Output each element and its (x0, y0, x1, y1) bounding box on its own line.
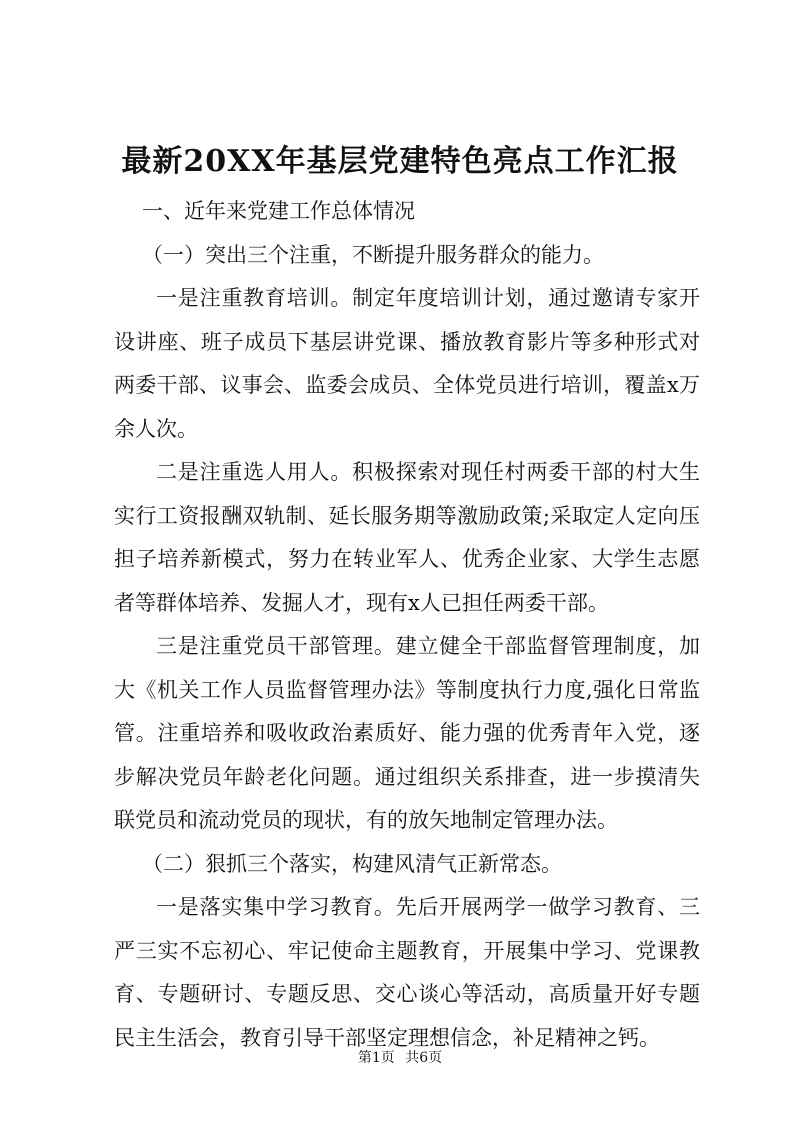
body-paragraph: 一是落实集中学习教育。先后开展两学一做学习教育、三严三实不忘初心、牢记使命主题教育，开展集中学习、党课教育、专题研讨、专题反思、交心谈心等活动，高质量开好专题民主生活会，教育引导干部坚定理想信念，补足精神之钙。 (114, 895, 700, 1050)
subsection-heading: （二）狠抓三个落实，构建风清气正新常态。 (142, 851, 562, 876)
document-title: 最新20XX年基层党建特色亮点工作汇报 (121, 144, 679, 179)
page-footer (0, 1048, 800, 1068)
subsection-heading: （一）突出三个注重，不断提升服务群众的能力。 (142, 242, 604, 267)
section-heading: 一、近年来党建工作总体情况 (142, 199, 415, 223)
body-paragraph: 三是注重党员干部管理。建立健全干部监督管理制度，加大《机关工作人员监督管理办法》等制度执行力度,强化日常监管。注重培养和吸收政治素质好、能力强的优秀青年入党，逐步解决党员年龄老化问题。通过组织关系排查，进一步摸清失联党员和流动党员的现状，有的放矢地制定管理办法。 (114, 634, 700, 832)
page-number: 第1页 (357, 1050, 395, 1066)
body-paragraph: 一是注重教育培训。制定年度培训计划，通过邀请专家开设讲座、班子成员下基层讲党课、播放教育影片等多种形式对两委干部、议事会、监委会成员、全体党员进行培训，覆盖x万余人次。 (114, 286, 700, 441)
document-body (114, 190, 700, 1060)
page-total: 共6页 (405, 1050, 443, 1066)
body-paragraph: 二是注重选人用人。积极探索对现任村两委干部的村大生实行工资报酬双轨制、延长服务期等激励政策;采取定人定向压担子培养新模式，努力在转业军人、优秀企业家、大学生志愿者等群体培养、发掘人才，现有x人已担任两委干部。 (114, 460, 700, 615)
